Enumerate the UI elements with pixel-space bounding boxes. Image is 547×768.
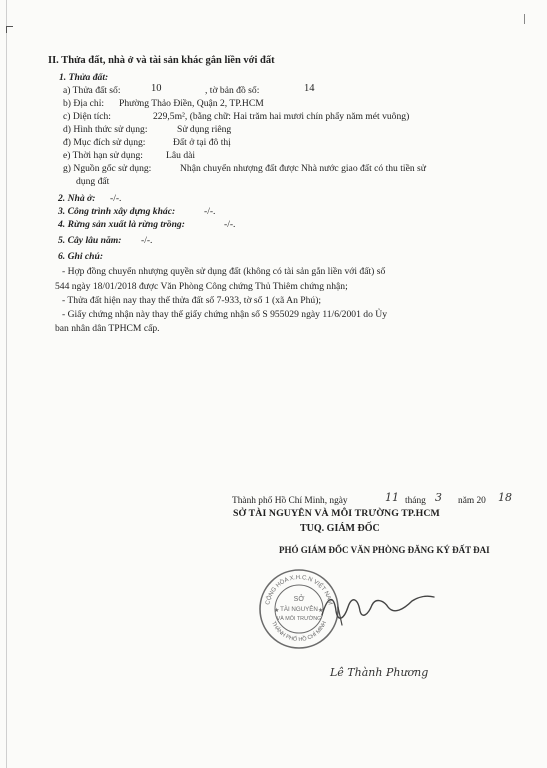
origin-value-line1: Nhận chuyển nhượng đất được Nhà nước giao đất có thu tiền sử (180, 163, 426, 174)
origin-label: g) Nguồn gốc sử dụng: (63, 163, 152, 174)
area-value: 229,5m², (bằng chữ: Hai trăm hai mươi chín phẩy năm mét vuông) (153, 111, 410, 122)
term-label: e) Thời hạn sử dụng: (63, 150, 143, 161)
on-behalf-line: TUQ. GIÁM ĐỐC (300, 523, 380, 534)
term-value: Lâu dài (166, 150, 196, 161)
usage-form-value: Sử dụng riêng (177, 124, 232, 135)
year-label: năm 20 (458, 496, 486, 506)
note-line: - Hợp đồng chuyển nhượng quyền sử dụng đất (không có tài sản gắn liền với đất) số (62, 266, 386, 277)
section-title: II. Thửa đất, nhà ở và tài sản khác gắn liền với đất (48, 55, 275, 66)
perennial-value: -/-. (141, 235, 153, 246)
svg-text:★: ★ (274, 608, 280, 614)
seal-line-1: SỞ (293, 596, 305, 603)
agency-name: SỞ TÀI NGUYÊN VÀ MÔI TRƯỜNG TP.HCM (233, 508, 440, 519)
signer-title: PHÓ GIÁM ĐỐC VĂN PHÒNG ĐĂNG KÝ ĐẤT ĐAI (279, 545, 490, 555)
forest-value: -/-. (224, 219, 236, 230)
seal-line-3: VÀ MÔI TRƯỜNG (276, 616, 322, 622)
address-label: b) Địa chỉ: (63, 98, 105, 109)
seal-bottom-text: THÀNH PHỐ HỒ CHÍ MINH (269, 620, 329, 644)
address-value: Phường Thảo Điền, Quận 2, TP.HCM (119, 98, 264, 109)
land-heading: 1. Thửa đất: (59, 72, 109, 83)
purpose-value: Đất ở tại đô thị (173, 137, 231, 148)
construction-value: -/-. (204, 206, 216, 217)
note-line: ban nhân dân TPHCM cấp. (55, 323, 160, 334)
signer-name: Lê Thành Phương (330, 666, 429, 679)
perennial-heading: 5. Cây lâu năm: (58, 235, 122, 246)
map-number: 14 (304, 83, 315, 94)
seal-line-2: TÀI NGUYÊN (280, 606, 318, 613)
corner-mark (6, 26, 13, 33)
note-line: - Giấy chứng nhận này thay thế giấy chứng nhận số S 955029 ngày 11/6/2001 do Ủy (62, 309, 387, 320)
date-prefix: Thành phố Hồ Chí Minh, ngày (232, 496, 348, 506)
seal-ring-text: CỘNG HÒA X.H.C.N VIỆT NAM (265, 574, 333, 606)
page-edge-line (6, 0, 7, 768)
note-line: - Thửa đất hiện nay thay thế thửa đất số 7-933, tờ số 1 (xã An Phú); (62, 295, 322, 306)
date-month: 3 (435, 491, 442, 504)
purpose-label: đ) Mục đích sử dụng: (63, 137, 146, 148)
house-value: -/-. (110, 193, 122, 204)
house-heading: 2. Nhà ở: (58, 193, 96, 204)
usage-form-label: d) Hình thức sử dụng: (63, 124, 148, 135)
construction-heading: 3. Công trình xây dựng khác: (58, 206, 176, 217)
map-label: , tờ bản đồ số: (205, 85, 260, 96)
svg-text:★: ★ (318, 608, 324, 614)
note-line: 544 ngày 18/01/2018 được Văn Phòng Công chứng Thủ Thiêm chứng nhận; (55, 281, 348, 292)
handwritten-signature (318, 585, 438, 635)
origin-value-line2: dụng đất (76, 176, 110, 187)
parcel-number: 10 (151, 83, 162, 94)
month-label: tháng (405, 496, 426, 506)
forest-heading: 4. Rừng sản xuất là rừng trồng: (58, 219, 185, 230)
parcel-label: a) Thửa đất số: (63, 85, 121, 96)
notes-heading: 6. Ghi chú: (58, 251, 104, 262)
date-day: 11 (385, 491, 399, 504)
date-year-handwritten: 18 (498, 491, 512, 504)
area-label: c) Diện tích: (63, 111, 111, 122)
top-tick-mark (524, 14, 525, 24)
